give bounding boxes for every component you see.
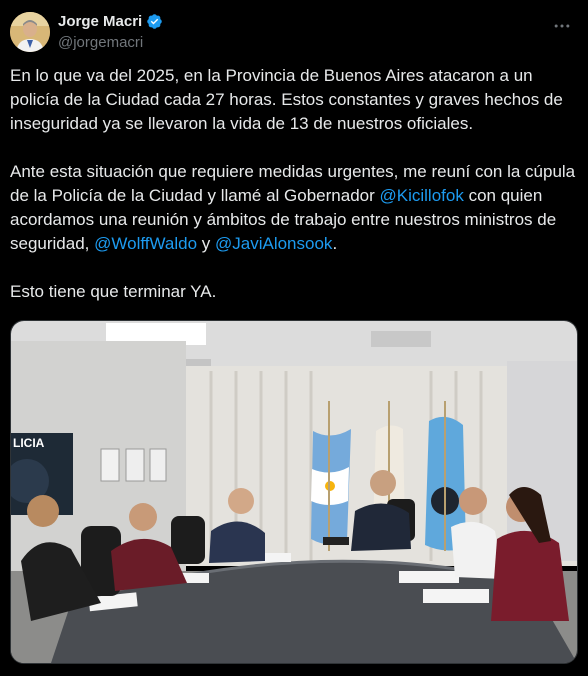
person-woman-left bbox=[27, 495, 59, 527]
mention-kicillofok[interactable]: @Kicillofok bbox=[379, 186, 464, 205]
tweet-text-segment: con quien acordamos una reunión y ámbitos de trabajo entre nuestros ministros de seguridad, bbox=[10, 186, 557, 253]
more-horizontal-icon[interactable] bbox=[552, 16, 572, 36]
person-bald-man bbox=[228, 488, 254, 514]
tweet-text-segment: Ante esta situación que requiere medidas urgentes, me reuní con la cúpula de la Policía de la Ciudad y llamé al Gobernador bbox=[10, 162, 576, 205]
author-name-row[interactable] bbox=[58, 13, 163, 30]
tweet-text-segment: y bbox=[197, 234, 215, 253]
mention-wolffwaldo[interactable]: @WolffWaldo bbox=[94, 234, 198, 253]
person-center-man bbox=[370, 470, 396, 496]
tweet-paragraph-3: Esto tiene que terminar YA. bbox=[10, 282, 217, 301]
avatar[interactable] bbox=[10, 12, 50, 52]
tweet-paragraph-1: En lo que va del 2025, en la Provincia de Buenos Aires atacaron a un policía de la Ciudad cada 27 horas. Estos constantes y graves hechos de inseguridad ya se llevaron la vida de 13 de nuestros oficiales. bbox=[10, 66, 563, 133]
verified-badge-icon bbox=[146, 13, 163, 30]
tweet-text-segment: . bbox=[332, 234, 338, 253]
wall-screen-text: LICIA bbox=[13, 436, 45, 450]
author-handle[interactable]: @jorgemacri bbox=[58, 34, 144, 51]
tweet-header bbox=[10, 10, 578, 54]
mention-javialonsook[interactable]: @JaviAlonsook bbox=[215, 234, 333, 253]
tweet-text bbox=[10, 64, 578, 328]
tweet-paragraph-2 bbox=[10, 160, 578, 256]
person-young-man bbox=[459, 487, 487, 515]
person-officer bbox=[129, 503, 157, 531]
author-name[interactable]: Jorge Macri bbox=[58, 13, 143, 30]
tweet-photo[interactable] bbox=[10, 320, 578, 664]
